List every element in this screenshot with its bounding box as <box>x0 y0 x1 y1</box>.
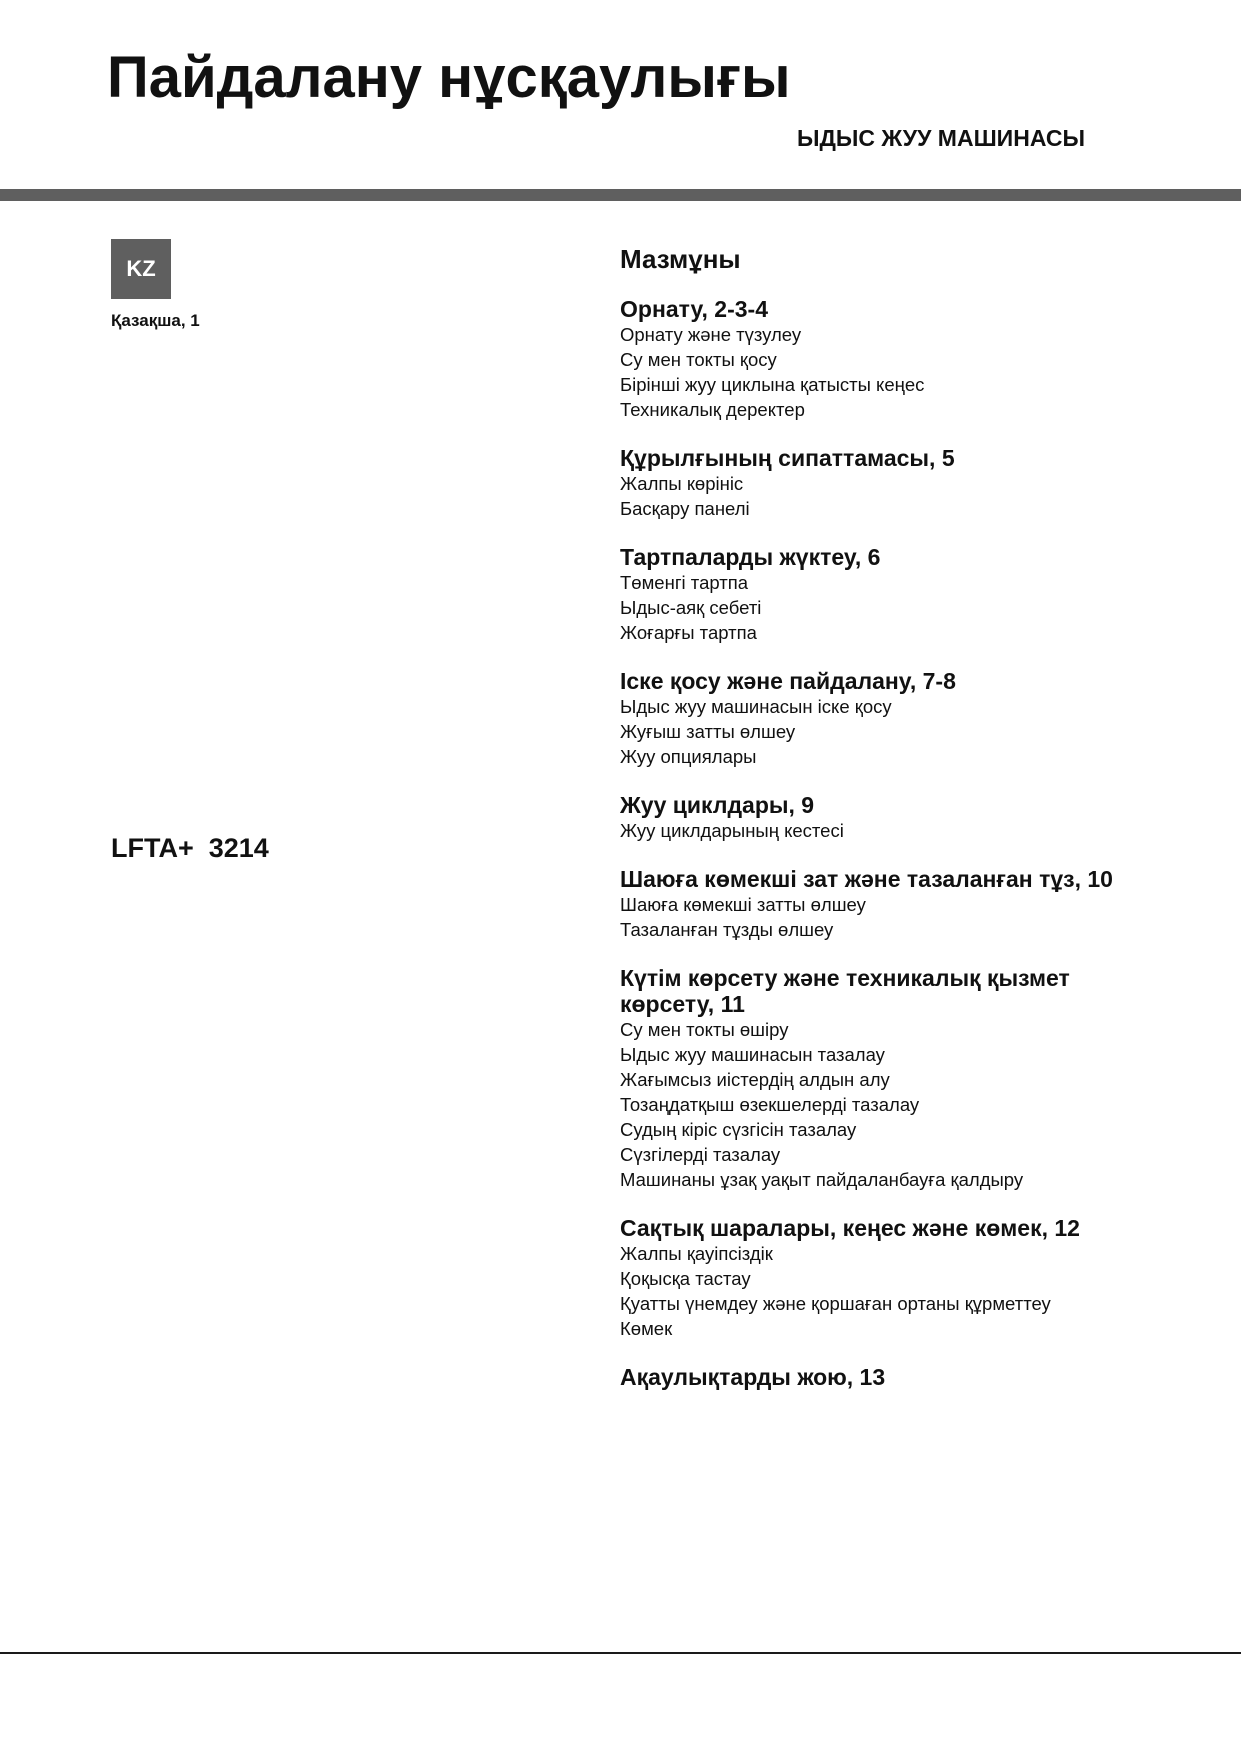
toc-section-items <box>620 322 1120 422</box>
toc-section-title: Сақтық шаралары, кеңес және көмек, 12 <box>620 1215 1080 1241</box>
toc-item: Көмек <box>620 1318 673 1339</box>
toc-section <box>620 1364 1120 1390</box>
toc-item: Су мен токты қосу <box>620 349 777 370</box>
toc-section-title: Күтім көрсету және техникалық қызмет көрсету, 11 <box>620 965 1070 1017</box>
toc-item: Қоқысқа тастау <box>620 1268 751 1289</box>
toc-item: Ыдыс жуу машинасын тазалау <box>620 1044 885 1065</box>
toc-item: Тазаланған тұзды өлшеу <box>620 919 834 940</box>
toc-item: Жоғарғы тартпа <box>620 622 757 643</box>
header-divider-bar <box>0 189 1241 201</box>
toc-section-title: Тартпаларды жүктеу, 6 <box>620 544 881 570</box>
toc-section-items <box>620 1017 1120 1192</box>
toc-item: Қуатты үнемдеу және қоршаған ортаны құрметтеу <box>620 1293 1051 1314</box>
toc-item: Төменгі тартпа <box>620 572 749 593</box>
toc-section-items <box>620 471 1120 521</box>
document-subtitle: ЫДЫС ЖУУ МАШИНАСЫ <box>797 125 1085 151</box>
toc-section <box>620 1215 1120 1341</box>
toc-section-items <box>620 892 1120 942</box>
toc-item: Жалпы қауіпсіздік <box>620 1243 773 1264</box>
toc-item: Ыдыс-аяқ себеті <box>620 597 762 618</box>
toc-item: Техникалық деректер <box>620 399 805 420</box>
toc-item: Жуу циклдарының кестесі <box>620 820 844 841</box>
toc-section-title: Жуу циклдары, 9 <box>620 792 815 818</box>
toc-item: Жуғыш затты өлшеу <box>620 721 796 742</box>
toc-item: Машинаны ұзақ уақыт пайдаланбауға қалдыру <box>620 1169 1024 1190</box>
toc-section-title: Шаюға көмекші зат және тазаланған тұз, 10 <box>620 866 1113 892</box>
toc-item: Орнату және түзулеу <box>620 324 802 345</box>
toc-section-items <box>620 818 1120 843</box>
footer-divider <box>0 1652 1241 1654</box>
toc-item: Жуу опциялары <box>620 746 757 767</box>
toc-section-items <box>620 694 1120 769</box>
model-name: LFTA+ 3214 <box>111 833 269 863</box>
toc-item: Ыдыс жуу машинасын іске қосу <box>620 696 892 717</box>
toc-item: Бірінші жуу циклына қатысты кеңес <box>620 374 925 395</box>
table-of-contents <box>620 296 1120 1413</box>
toc-item: Тозаңдатқыш өзекшелерді тазалау <box>620 1094 920 1115</box>
toc-section-items <box>620 570 1120 645</box>
toc-section-title: Орнату, 2-3-4 <box>620 296 768 322</box>
toc-item: Шаюға көмекші затты өлшеу <box>620 894 866 915</box>
toc-title: Мазмұны <box>620 244 741 274</box>
toc-item: Судың кіріс сүзгісін тазалау <box>620 1119 857 1140</box>
toc-item: Жағымсыз иістердің алдын алу <box>620 1069 890 1090</box>
toc-section-title: Ақаулықтарды жою, 13 <box>620 1364 886 1390</box>
toc-section <box>620 965 1120 1192</box>
toc-section-title: Құрылғының сипаттамасы, 5 <box>620 445 955 471</box>
toc-section <box>620 544 1120 645</box>
toc-section <box>620 445 1120 521</box>
language-badge: KZ <box>111 239 171 299</box>
toc-section-items <box>620 1241 1120 1341</box>
toc-item: Су мен токты өшіру <box>620 1019 789 1040</box>
toc-section <box>620 866 1120 942</box>
document-title: Пайдалану нұсқаулығы <box>107 45 791 110</box>
language-label: Қазақша, 1 <box>111 311 200 330</box>
toc-item: Басқару панелі <box>620 498 750 519</box>
toc-section-title: Іске қосу және пайдалану, 7-8 <box>620 668 956 694</box>
toc-section <box>620 296 1120 422</box>
toc-section <box>620 792 1120 843</box>
toc-item: Сүзгілерді тазалау <box>620 1144 781 1165</box>
toc-section <box>620 668 1120 769</box>
toc-item: Жалпы көрініс <box>620 473 744 494</box>
